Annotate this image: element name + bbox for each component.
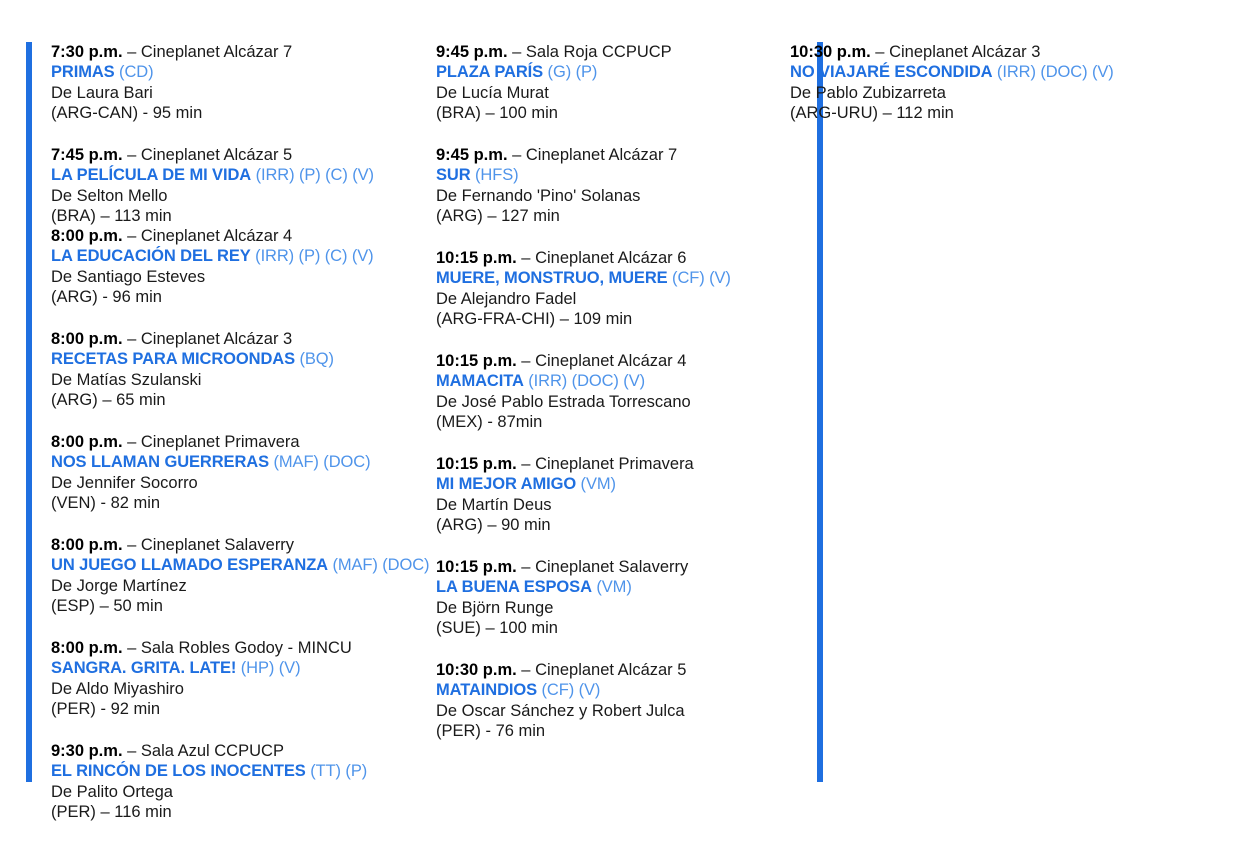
entry-category-tags: (HP) (V) bbox=[236, 659, 301, 677]
entry-separator: – bbox=[516, 249, 536, 267]
entry-film-title bbox=[436, 577, 768, 598]
entry-country-duration: (ARG) – 65 min bbox=[51, 391, 166, 409]
entry-category-tags: (VM) bbox=[576, 475, 616, 493]
entry-title-text: LA EDUCACIÓN DEL REY bbox=[51, 247, 251, 265]
entry-director: De Palito Ortega bbox=[51, 783, 173, 801]
schedule-entry bbox=[436, 248, 768, 329]
entry-separator: – bbox=[122, 639, 141, 657]
entry-time-venue bbox=[436, 660, 768, 680]
entry-film-title bbox=[436, 371, 768, 392]
entry-category-tags: (IRR) (P) (C) (V) bbox=[251, 166, 374, 184]
entry-time: 8:00 p.m. bbox=[51, 330, 123, 348]
entry-separator: – bbox=[870, 43, 890, 61]
entry-time: 9:45 p.m. bbox=[436, 146, 508, 164]
entry-film-title bbox=[51, 165, 400, 186]
entry-time-venue bbox=[790, 42, 1198, 62]
schedule-column-3 bbox=[768, 42, 1198, 145]
entry-film-title bbox=[436, 165, 768, 186]
entry-director: De Pablo Zubizarreta bbox=[790, 84, 946, 102]
entry-separator: – bbox=[122, 227, 141, 245]
schedule-entry bbox=[436, 145, 768, 226]
entry-separator: – bbox=[507, 43, 526, 61]
entry-title-text: SANGRA. GRITA. LATE! bbox=[51, 659, 237, 677]
entry-director: De Oscar Sánchez y Robert Julca bbox=[436, 702, 685, 720]
entry-title-text: LA BUENA ESPOSA bbox=[436, 578, 592, 596]
entry-country-duration: (ARG-FRA-CHI) – 109 min bbox=[436, 310, 633, 328]
schedule-entry bbox=[51, 329, 400, 410]
entry-film-title bbox=[51, 62, 400, 83]
entry-film-title bbox=[51, 761, 400, 782]
entry-country-duration: (ARG-URU) – 112 min bbox=[790, 104, 954, 122]
entry-time: 9:45 p.m. bbox=[436, 43, 508, 61]
entry-title-text: MAMACITA bbox=[436, 372, 524, 390]
entry-time: 7:30 p.m. bbox=[51, 43, 123, 61]
entry-country-duration: (ARG) – 90 min bbox=[436, 516, 551, 534]
entry-title-text: NO VIAJARÉ ESCONDIDA bbox=[790, 63, 993, 81]
schedule-entry bbox=[436, 557, 768, 638]
schedule-entry bbox=[51, 741, 400, 822]
entry-time: 10:15 p.m. bbox=[436, 249, 517, 267]
entry-venue: Cineplanet Alcázar 5 bbox=[535, 661, 687, 679]
entry-separator: – bbox=[122, 536, 141, 554]
entry-country-duration: (PER) – 116 min bbox=[51, 803, 172, 821]
schedule-entry bbox=[436, 660, 768, 741]
entry-time-venue bbox=[51, 638, 400, 658]
entry-title-text: MI MEJOR AMIGO bbox=[436, 475, 577, 493]
entry-venue: Cineplanet Alcázar 4 bbox=[140, 227, 293, 245]
entry-time-venue bbox=[436, 351, 768, 371]
entry-time-venue bbox=[51, 42, 400, 62]
schedule-column-1 bbox=[0, 42, 430, 844]
entry-venue: Sala Robles Godoy - MINCU bbox=[140, 639, 352, 657]
entry-time: 10:15 p.m. bbox=[436, 558, 517, 576]
entry-time: 10:15 p.m. bbox=[436, 352, 517, 370]
entry-title-text: RECETAS PARA MICROONDAS bbox=[51, 350, 295, 368]
entry-venue: Cineplanet Primavera bbox=[140, 433, 300, 451]
entry-title-text: UN JUEGO LLAMADO ESPERANZA bbox=[51, 556, 328, 574]
entry-category-tags: (MAF) (DOC) bbox=[328, 556, 430, 574]
entry-separator: – bbox=[122, 742, 141, 760]
schedule-entry bbox=[51, 535, 430, 616]
entry-time-venue bbox=[51, 226, 400, 246]
column-accent-rule-1 bbox=[26, 42, 32, 782]
entry-list-1 bbox=[51, 42, 430, 822]
entry-director: De Fernando 'Pino' Solanas bbox=[436, 187, 641, 205]
entry-time: 8:00 p.m. bbox=[51, 639, 123, 657]
entry-venue: Cineplanet Alcázar 5 bbox=[140, 146, 293, 164]
entry-film-title bbox=[790, 62, 1198, 83]
entry-country-duration: (ARG-CAN) - 95 min bbox=[51, 104, 203, 122]
entry-venue: Cineplanet Salaverry bbox=[535, 558, 689, 576]
entry-separator: – bbox=[122, 330, 141, 348]
entry-time: 10:15 p.m. bbox=[436, 455, 517, 473]
entry-country-duration: (ARG) – 127 min bbox=[436, 207, 560, 225]
entry-country-duration: (ARG) - 96 min bbox=[51, 288, 162, 306]
entry-venue: Sala Azul CCPUCP bbox=[140, 742, 284, 760]
entry-separator: – bbox=[516, 352, 536, 370]
entry-time: 7:45 p.m. bbox=[51, 146, 123, 164]
schedule-column-2 bbox=[400, 42, 768, 763]
entry-country-duration: (BRA) – 113 min bbox=[51, 207, 172, 225]
entry-separator: – bbox=[122, 43, 141, 61]
entry-time-venue bbox=[51, 432, 400, 452]
entry-separator: – bbox=[516, 558, 536, 576]
entry-country-duration: (BRA) – 100 min bbox=[436, 104, 558, 122]
entry-venue: Cineplanet Alcázar 7 bbox=[140, 43, 293, 61]
schedule-entry bbox=[51, 638, 400, 719]
schedule-entry bbox=[51, 145, 400, 226]
entry-category-tags: (TT) (P) bbox=[305, 762, 368, 780]
entry-film-title bbox=[51, 349, 400, 370]
entry-title-text: SUR bbox=[436, 166, 471, 184]
schedule-entry bbox=[436, 42, 768, 123]
entry-film-title bbox=[436, 268, 768, 289]
entry-country-duration: (MEX) - 87min bbox=[436, 413, 543, 431]
column-accent-rule-2 bbox=[817, 42, 823, 782]
entry-director: De Alejandro Fadel bbox=[436, 290, 577, 308]
entry-venue: Cineplanet Alcázar 3 bbox=[889, 43, 1041, 61]
entry-list-2 bbox=[436, 42, 768, 741]
entry-film-title bbox=[51, 246, 400, 267]
entry-film-title bbox=[436, 680, 768, 701]
entry-director: De José Pablo Estrada Torrescano bbox=[436, 393, 691, 411]
entry-category-tags: (BQ) bbox=[294, 350, 334, 368]
entry-title-text: PRIMAS bbox=[51, 63, 115, 81]
entry-title-text: MATAINDIOS bbox=[436, 681, 538, 699]
entry-category-tags: (CF) (V) bbox=[667, 269, 731, 287]
entry-time-venue bbox=[436, 42, 768, 62]
entry-time: 9:30 p.m. bbox=[51, 742, 123, 760]
entry-director: De Laura Bari bbox=[51, 84, 153, 102]
entry-title-text: LA PELÍCULA DE MI VIDA bbox=[51, 166, 252, 184]
entry-category-tags: (CD) bbox=[114, 63, 154, 81]
entry-time: 8:00 p.m. bbox=[51, 536, 123, 554]
entry-country-duration: (ESP) – 50 min bbox=[51, 597, 163, 615]
entry-category-tags: (IRR) (P) (C) (V) bbox=[250, 247, 374, 265]
schedule-entry bbox=[51, 42, 400, 123]
entry-director: De Santiago Esteves bbox=[51, 268, 206, 286]
entry-time-venue bbox=[436, 248, 768, 268]
entry-film-title bbox=[436, 62, 768, 83]
entry-time-venue bbox=[436, 145, 768, 165]
entry-category-tags: (CF) (V) bbox=[537, 681, 601, 699]
entry-separator: – bbox=[507, 146, 526, 164]
entry-title-text: EL RINCÓN DE LOS INOCENTES bbox=[51, 762, 306, 780]
entry-category-tags: (VM) bbox=[591, 578, 632, 596]
entry-time-venue bbox=[51, 329, 400, 349]
entry-list-3 bbox=[790, 42, 1198, 123]
entry-category-tags: (IRR) (DOC) (V) bbox=[523, 372, 646, 390]
entry-director: De Lucía Murat bbox=[436, 84, 549, 102]
entry-director: De Aldo Miyashiro bbox=[51, 680, 184, 698]
entry-time-venue bbox=[51, 741, 400, 761]
entry-director: De Jorge Martínez bbox=[51, 577, 187, 595]
entry-time-venue bbox=[51, 145, 400, 165]
entry-title-text: PLAZA PARÍS bbox=[436, 63, 544, 81]
entry-venue: Cineplanet Alcázar 3 bbox=[140, 330, 293, 348]
entry-separator: – bbox=[516, 661, 536, 679]
entry-director: De Matías Szulanski bbox=[51, 371, 202, 389]
entry-category-tags: (G) (P) bbox=[543, 63, 598, 81]
entry-venue: Cineplanet Alcázar 7 bbox=[525, 146, 678, 164]
entry-film-title bbox=[51, 555, 430, 576]
entry-director: De Björn Runge bbox=[436, 599, 554, 617]
entry-venue: Sala Roja CCPUCP bbox=[525, 43, 672, 61]
entry-category-tags: (IRR) (DOC) (V) bbox=[992, 63, 1114, 81]
schedule-entry bbox=[51, 432, 400, 513]
schedule-entry bbox=[436, 454, 768, 535]
entry-time: 8:00 p.m. bbox=[51, 227, 123, 245]
entry-separator: – bbox=[122, 146, 141, 164]
entry-time-venue bbox=[51, 535, 400, 555]
entry-title-text: NOS LLAMAN GUERRERAS bbox=[51, 453, 270, 471]
entry-time-venue bbox=[436, 454, 768, 474]
entry-country-duration: (SUE) – 100 min bbox=[436, 619, 558, 637]
schedule-entry bbox=[51, 226, 400, 307]
entry-film-title bbox=[436, 474, 768, 495]
entry-separator: – bbox=[516, 455, 536, 473]
entry-venue: Cineplanet Salaverry bbox=[140, 536, 295, 554]
entry-time: 8:00 p.m. bbox=[51, 433, 123, 451]
entry-separator: – bbox=[122, 433, 141, 451]
entry-time: 10:30 p.m. bbox=[436, 661, 517, 679]
entry-country-duration: (VEN) - 82 min bbox=[51, 494, 161, 512]
entry-film-title bbox=[51, 658, 400, 679]
entry-title-text: MUERE, MONSTRUO, MUERE bbox=[436, 269, 668, 287]
schedule-entry bbox=[790, 42, 1198, 123]
entry-country-duration: (PER) - 76 min bbox=[436, 722, 546, 740]
entry-director: De Jennifer Socorro bbox=[51, 474, 198, 492]
entry-category-tags: (MAF) (DOC) bbox=[269, 453, 371, 471]
entry-time: 10:30 p.m. bbox=[790, 43, 871, 61]
entry-category-tags: (HFS) bbox=[470, 166, 519, 184]
entry-country-duration: (PER) - 92 min bbox=[51, 700, 161, 718]
entry-venue: Cineplanet Alcázar 4 bbox=[535, 352, 687, 370]
entry-venue: Cineplanet Primavera bbox=[535, 455, 694, 473]
entry-film-title bbox=[51, 452, 400, 473]
entry-time-venue bbox=[436, 557, 768, 577]
entry-venue: Cineplanet Alcázar 6 bbox=[535, 249, 687, 267]
entry-director: De Martín Deus bbox=[436, 496, 552, 514]
entry-director: De Selton Mello bbox=[51, 187, 168, 205]
schedule-entry bbox=[436, 351, 768, 432]
